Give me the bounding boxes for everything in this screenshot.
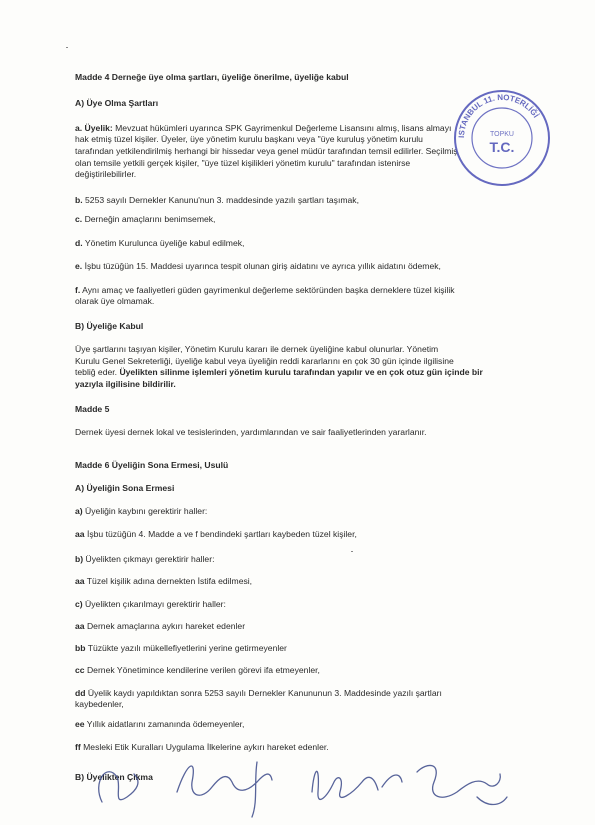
- madde4-b: b. 5253 sayılı Dernekler Kanunu'nun 3. maddesinde yazılı şartları taşımak,: [75, 195, 359, 205]
- madde6-c: c) Üyelikten çıkarılmayı gerektirir haller:: [75, 599, 226, 609]
- madde4-f-line2: olarak üye olmamak.: [75, 296, 155, 306]
- madde4-a-line3: tarafından yetkilendirilmiş herhangi bir hissedar veya genel müdür tarafından temsil edilirler. Seçilmiş: [75, 146, 458, 156]
- signature-3: [312, 771, 402, 799]
- signatures: [82, 752, 552, 822]
- madde6-dd-line2: kaybedenler,: [75, 699, 124, 709]
- seal-center-text: T.C.: [489, 139, 515, 155]
- madde6-ee: ee Yıllık aidatlarını zamanında ödemeyenler,: [75, 719, 245, 729]
- kabul-line1: Üye şartlarını taşıyan kişiler, Yönetim Kurulu kararı ile dernek üyeliğine kabul olunurlar. Yönetim: [75, 344, 439, 354]
- kabul-line4: yazıyla ilgilisine bildirilir.: [75, 379, 176, 389]
- seal-outer-text: ISTANBUL 11. NOTERLİĞİ: [456, 92, 541, 139]
- madde4-f-line1: f. Aynı amaç ve faaliyetleri güden gayrimenkul değerleme sektöründen başka derneklere tüzel kişilik: [75, 285, 455, 295]
- madde4-c: c. Derneğin amaçlarını benimsemek,: [75, 214, 216, 224]
- scan-speck: [351, 551, 353, 552]
- madde4-a-heading: A) Üye Olma Şartları: [75, 98, 159, 108]
- madde4-a-line4: olan temsile yetkili gerçek kişiler, "üye tüzel kişilikleri yönetim kurulu" tarafından istenirse: [75, 158, 411, 168]
- madde4-d: d. Yönetim Kurulunca üyeliğe kabul edilmek,: [75, 238, 245, 248]
- madde4-title: Madde 4 Derneğe üye olma şartları, üyeliğe önerilme, üyeliğe kabul: [75, 72, 349, 82]
- madde4-b-heading: B) Üyeliğe Kabul: [75, 321, 144, 331]
- madde6-b-heading: B) Üyelikten Çıkma: [75, 772, 153, 782]
- madde6-b: b) Üyelikten çıkmayı gerektirir haller:: [75, 554, 215, 564]
- madde6-bb: bb Tüzükte yazılı mükellefiyetlerini yerine getirmeyenler: [75, 643, 287, 653]
- madde6-dd-line1: dd Üyelik kaydı yapıldıktan sonra 5253 sayılı Dernekler Kanununun 3. Maddesinde yazılı şartları: [75, 688, 442, 698]
- madde5-text: Dernek üyesi dernek lokal ve tesislerinden, yardımlarından ve sair faaliyetlerinden yararlanır.: [75, 427, 427, 437]
- madde6-title: Madde 6 Üyeliğin Sona Ermesi, Usulü: [75, 460, 229, 470]
- madde6-ff: ff Mesleki Etik Kuralları Uygulama İlkelerine aykırı hareket edenler.: [75, 742, 329, 752]
- madde5-title: Madde 5: [75, 404, 110, 414]
- scan-speck: [66, 47, 68, 48]
- notary-seal: [452, 88, 552, 188]
- signature-1: [99, 772, 138, 802]
- madde6-aa3: aa Dernek amaçlarına aykırı hareket edenler: [75, 621, 246, 631]
- madde4-a-line1: a. Üyelik: Mevzuat hükümleri uyarınca SPK Gayrimenkul Değerleme Lisansını almış, lisans almayı: [75, 123, 452, 133]
- madde6-aa2: aa Tüzel kişilik adına dernekten İstifa edilmesi,: [75, 576, 253, 586]
- signature-2: [177, 762, 272, 817]
- madde4-a-line5: değiştirilebilirler.: [75, 169, 137, 179]
- madde6-a: a) Üyeliğin kaybını gerektirir haller:: [75, 506, 208, 516]
- madde4-e: e. İşbu tüzüğün 15. Maddesi uyarınca tespit olunan giriş aidatını ve ayrıca yıllık aidatını ödemek,: [75, 261, 441, 271]
- madde6-a-heading: A) Üyeliğin Sona Ermesi: [75, 483, 175, 493]
- signature-4: [417, 765, 507, 804]
- madde4-a-line2: hak etmiş tüzel kişiler. Üyeler, üye yönetim kurulu başkanı veya "üye kuruluş yönetim kurulu: [75, 134, 423, 144]
- madde6-cc: cc Dernek Yönetimince kendilerine verilen görevi ifa etmeyenler,: [75, 665, 320, 675]
- kabul-line2: Kurulu Genel Sekreterliği, üyeliğe kabul veya üyeliğin reddi kararlarını en çok 30 gün içinde ilgilisine: [75, 356, 454, 366]
- seal-inner-text: TOPKU: [490, 131, 514, 138]
- kabul-line3: tebliğ eder. Üyelikten silinme işlemleri yönetim kurulu tarafından yapılır ve en çok otuz gün içinde bir: [75, 367, 483, 377]
- madde6-aa1: aa İşbu tüzüğün 4. Madde a ve f bendindeki şartları kaybeden tüzel kişiler,: [75, 529, 357, 539]
